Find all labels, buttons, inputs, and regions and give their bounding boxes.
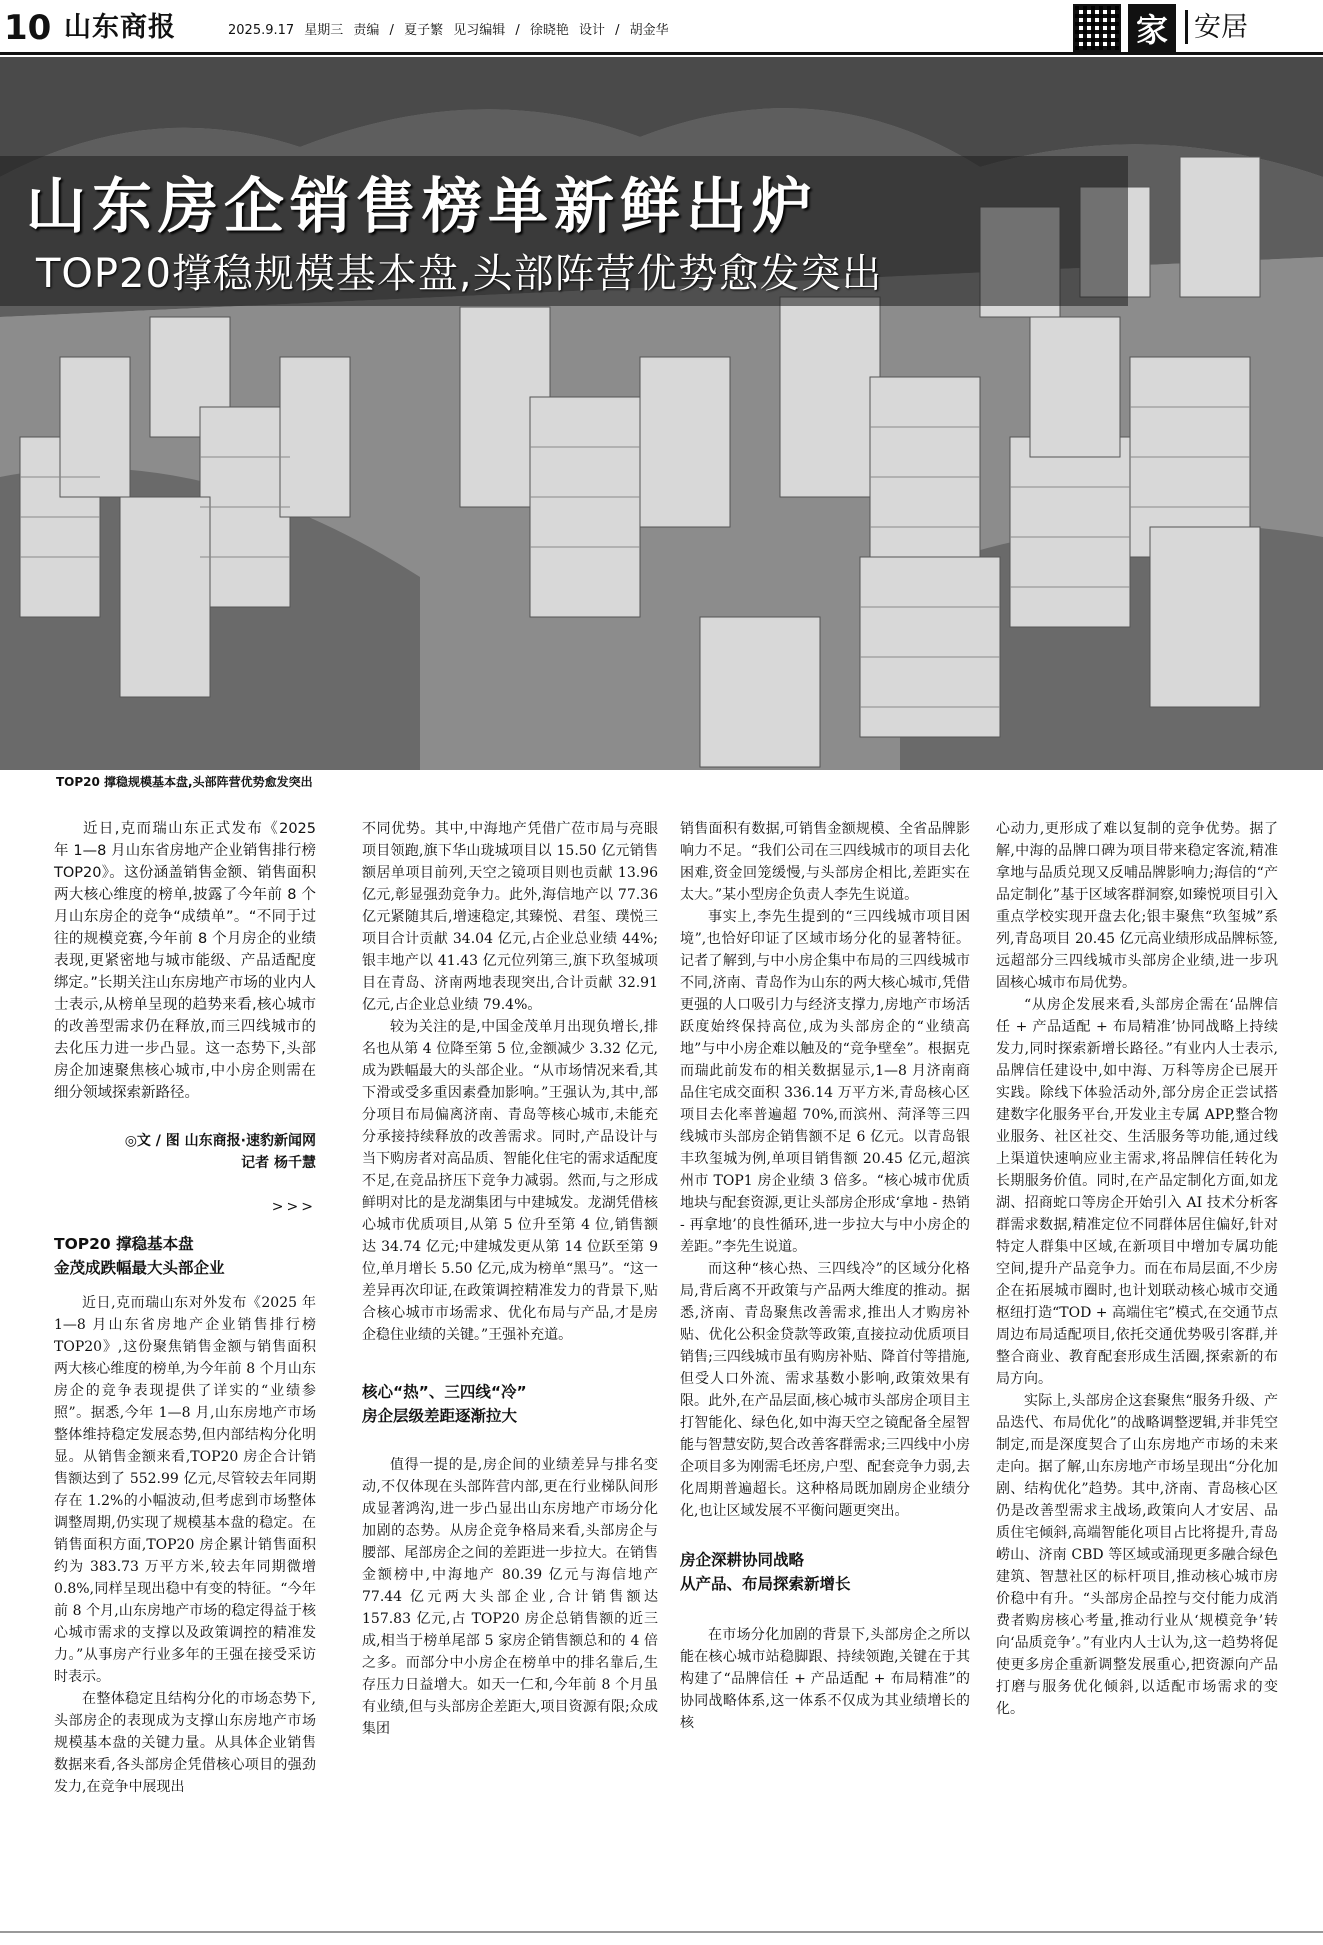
body-paragraph: 近日,克而瑞山东对外发布《2025 年 1—8 月山东省房地产企业销售排行榜 TOP20》,这份聚焦销售金额与销售面积两大核心维度的榜单,为今年前 8 个月山东房企的竞争表现提供了详实的“业绩参照”。据悉,今年 1—8 月,山东房地产市场整体维持稳定发展态势,但内部结构分化明显。从销售金额来看,TOP20 房企合计销售额达到了 552.99 亿元,尽管较去年同期存在 1.2%的小幅波动,但考虑到市场整体调整周期,仍实现了规模基本盘的稳定。在销售面积方面,TOP20 房企累计销售面积约为 383.73 万平方米,较去年同期微增 0.8%,同样呈现出稳中有变的特征。“今年前 8 个月,山东房地产市场的稳定得益于核心城市需求的支撑以及政策调控的精准发力。”从事房产行业多年的王强在接受采访时表示。 <box>54 1295 316 1685</box>
newspaper-name: 山东商报 <box>64 12 176 43</box>
body-paragraph: 而这种“核心热、三四线冷”的区域分化格局,背后离不开政策与产品两大维度的推动。据悉,济南、青岛聚焦改善需求,推出人才购房补贴、优化公积金贷款等政策,直接拉动优质项目销售;三四线城市虽有购房补贴、降首付等措施,但受人口外流、需求基数小影响,政策效果有限。此外,在产品层面,核心城市头部房企项目主打智能化、绿色化,如中海天空之镜配备全屋智能与智慧安防,契合改善客群需求;三四线中小房企项目多为刚需毛坯房,户型、配套竞争力弱,去化周期普遍超长。这种格局既加剧房企业绩分化,也让区域发展不平衡问题更突出。 <box>680 1261 970 1519</box>
body-paragraph: 实际上,头部房企这套聚焦“服务升级、产品迭代、布局优化”的战略调整逻辑,并非凭空制定,而是深度契合了山东房地产市场的未来走向。据了解,山东房地产市场呈现出“分化加剧、结构优化”趋势。其中,济南、青岛核心区仍是改善型需求主战场,政策向人才安居、品质住宅倾斜,高端智能化项目占比将提升,青岛崂山、济南 CBD 等区域或涌现更多融合绿色建筑、智慧社区的标杆项目,推动核心城市房价稳中有升。“头部房企品控与交付能力成消费者购房核心考量,推动行业从‘规模竞争’转向‘品质竞争’。”有业内人士认为,这一趋势将促使更多房企重新调整发展重心,把资源向产品打磨与服务优化倾斜,以适配市场需求的变化。 <box>996 1393 1278 1717</box>
page-meta: 2025.9.17 星期三 责编 / 夏子繁 见习编辑 / 徐晓艳 设计 / 胡金华 <box>228 23 669 38</box>
section-label: 家 <box>1128 4 1176 52</box>
section-heading-2-line1: 核心“热”、三四线“冷” <box>362 1383 527 1401</box>
article-column-2 <box>362 818 658 1740</box>
body-paragraph: 销售面积有数据,可销售金额规模、全省品牌影响力不足。“我们公司在三四线城市的项目去化困难,资金回笼缓慢,与头部房企相比,差距实在太大。”某小型房企负责人李先生说道。 <box>680 821 970 903</box>
article-column-3 <box>680 818 970 1734</box>
section-heading-2-line2: 房企层级差距逐渐拉大 <box>362 1407 518 1425</box>
header-rule <box>0 52 1323 55</box>
byline-reporter: 记者 杨千慧 <box>241 1155 316 1171</box>
body-paragraph: 不同优势。其中,中海地产凭借广莅市局与亮眼项目领跑,旗下华山珑城项目以 15.50 亿元销售额居单项目前列,天空之镜项目则也贡献 13.96 亿元,彰显强劲竞争力。此外,海信地产以 77.36 亿元紧随其后,增速稳定,其臻悦、君玺、璞悦三项目合计贡献 34.04 亿元,占企业总业绩 44%;银丰地产以 41.43 亿元位列第三,旗下玖玺城项目在青岛、济南两地表现突出,合计贡献 32.91 亿元,占企业总业绩 79.4%。 <box>362 821 658 1013</box>
article-column-4 <box>996 818 1278 1720</box>
body-paragraph: 心动力,更形成了难以复制的竞争优势。据了解,中海的品牌口碑为项目带来稳定客流,精准拿地与品质兑现又反哺品牌影响力;海信的“产品定制化”基于区域客群洞察,如臻悦项目引入重点学校实现开盘去化;银丰聚焦“玖玺城”系列,青岛项目 20.45 亿元高业绩形成品牌标签,远超部分三四线城市头部房企业绩,进一步巩固核心城市布局优势。 <box>996 821 1278 991</box>
section-heading-1-line1: TOP20 撑稳基本盘 <box>54 1235 194 1253</box>
body-paragraph: 较为关注的是,中国金茂单月出现负增长,排名也从第 4 位降至第 5 位,金额减少 3.32 亿元,成为跌幅最大的头部企业。“从市场情况来看,其下滑或受多重因素叠加影响。”王强认为,其中,部分项目布局偏离济南、青岛等核心城市,未能充分承接持续释放的改善需求。同时,产品设计与当下购房者对高品质、智能化住宅的需求适配度不足,在竞品挤压下竞争力减弱。然而,与之形成鲜明对比的是龙湖集团与中建城发。龙湖凭借核心城市优质项目,从第 5 位升至第 4 位,销售额达 34.74 亿元;中建城发更从第 14 位跃至第 9 位,单月增长 5.50 亿元,成为榜单“黑马”。“这一差异再次印证,在政策调控精准发力的背景下,贴合核心城市市场需求、优化布局与产品,才是房企稳住业绩的关键。”王强补充道。 <box>362 1019 658 1343</box>
section-heading-3-line1: 房企深耕协同战略 <box>680 1551 805 1569</box>
section-sublabel: 安居 <box>1194 12 1248 43</box>
section-divider <box>1185 10 1188 44</box>
footer-rule <box>0 1931 1323 1933</box>
section-heading-3-line2: 从产品、布局探索新增长 <box>680 1575 851 1593</box>
page-number: 10 <box>4 8 52 48</box>
section-heading-1-line2: 金茂成跌幅最大头部企业 <box>54 1259 225 1277</box>
section-heading-2 <box>362 1380 658 1428</box>
lead-paragraph: 近日,克而瑞山东正式发布《2025 年 1—8 月山东省房地产企业销售排行榜 TOP20》。这份涵盖销售金额、销售面积两大核心维度的榜单,披露了今年前 8 个月山东房企的竞争“成绩单”。“不同于过往的规模竞赛,今年前 8 个月房企的业绩表现,更紧密地与城市能级、产品适配度绑定。”长期关注山东房地产市场的业内人士表示,从榜单呈现的趋势来看,核心城市的改善型需求仍在释放,而三四线城市的去化压力进一步凸显。这一态势下,头部房企加速聚焦核心城市,中小房企则需在细分领域探索新路径。 <box>54 821 316 1101</box>
body-paragraph: 值得一提的是,房企间的业绩差异与排名变动,不仅体现在头部阵营内部,更在行业梯队间形成显著鸿沟,进一步凸显出山东房地产市场分化加剧的态势。从房企竞争格局来看,头部房企与腰部、尾部房企之间的差距进一步拉大。在销售金额榜中,中海地产 80.39 亿元与海信地产 77.44 亿元两大头部企业,合计销售额达 157.83 亿元,占 TOP20 房企总销售额的近三成,相当于榜单尾部 5 家房企销售额总和的 4 倍之多。而部分中小房企在榜单中的排名靠后,生存压力日益增大。如天一仁和,今年前 8 个月虽有业绩,但与头部房企差距大,项目资源有限;众成集团 <box>362 1457 658 1737</box>
headline: 山东房企销售榜单新鲜出炉 <box>26 172 818 242</box>
section-heading-1 <box>54 1232 316 1280</box>
body-paragraph: 在整体稳定且结构分化的市场态势下,头部房企的表现成为支撑山东房地产市场规模基本盘的关键力量。从具体企业销售数据来看,各头部房企凭借核心项目的强劲发力,在竞争中展现出 <box>54 1691 316 1795</box>
body-paragraph: 事实上,李先生提到的“三四线城市项目困境”,也恰好印证了区域市场分化的显著特征。记者了解到,与中小房企集中布局的三四线城市不同,济南、青岛作为山东的两大核心城市,凭借更强的人口吸引力与经济支撑力,房地产市场活跃度始终保持高位,成为头部房企的“业绩高地”与中小房企难以触及的“竞争壁垒”。根据克而瑞此前发布的相关数据显示,1—8 月济南商品住宅成交面积 336.14 万平方米,青岛核心区项目去化率普遍超 70%,而滨州、菏泽等三四线城市头部房企销售额不足 6 亿元。以青岛银丰玖玺城为例,单项目销售额 20.45 亿元,超滨州市 TOP1 房企业绩 3 倍多。“核心城市优质地块与配套资源,更让头部房企形成‘拿地 - 热销 - 再拿地’的良性循环,进一步拉大与中小房企的差距。”李先生说道。 <box>680 909 970 1255</box>
body-paragraph: 在市场分化加剧的背景下,头部房企之所以能在核心城市站稳脚跟、持续领跑,关键在于其构建了“品牌信任 + 产品适配 + 布局精准”的协同战略体系,这一体系不仅成为其业绩增长的核 <box>680 1627 970 1731</box>
body-paragraph: “从房企发展来看,头部房企需在‘品牌信任 + 产品适配 + 布局精准’协同战略上持续发力,同时探索新增长路径。”有业内人士表示,品牌信任建设中,如中海、万科等房企已展开实践。除线下体验活动外,部分房企正尝试搭建数字化服务平台,开发业主专属 APP,整合物业服务、社区社交、生活服务等功能,通过线上渠道快速响应业主需求,将品牌信任转化为长期服务价值。同时,在产品定制化方面,如龙湖、招商蛇口等房企开始引入 AI 技术分析客群需求数据,精准定位不同群体居住偏好,针对特定人群集中区域,在新项目中增加专属功能空间,提升产品竞争力。而在布局层面,不少房企在拓展城市圈时,也计划联动核心城市交通枢纽打造“TOD + 高端住宅”模式,在交通节点周边布局适配项目,依托交通优势吸引客群,并整合商业、教育配套形成生活圈,探索新的布局方向。 <box>996 997 1278 1387</box>
byline-source: ◎文 / 图 山东商报·速豹新闻网 <box>124 1133 316 1149</box>
subheadline: TOP20撑稳规模基本盘,头部阵营优势愈发突出 <box>36 251 883 297</box>
continue-arrows: >>> <box>271 1199 316 1215</box>
article-column-1 <box>54 818 316 1798</box>
section-heading-3 <box>680 1548 970 1596</box>
qr-code-icon <box>1073 4 1121 52</box>
photo-caption: TOP20 撑稳规模基本盘,头部阵营优势愈发突出 <box>56 775 313 789</box>
